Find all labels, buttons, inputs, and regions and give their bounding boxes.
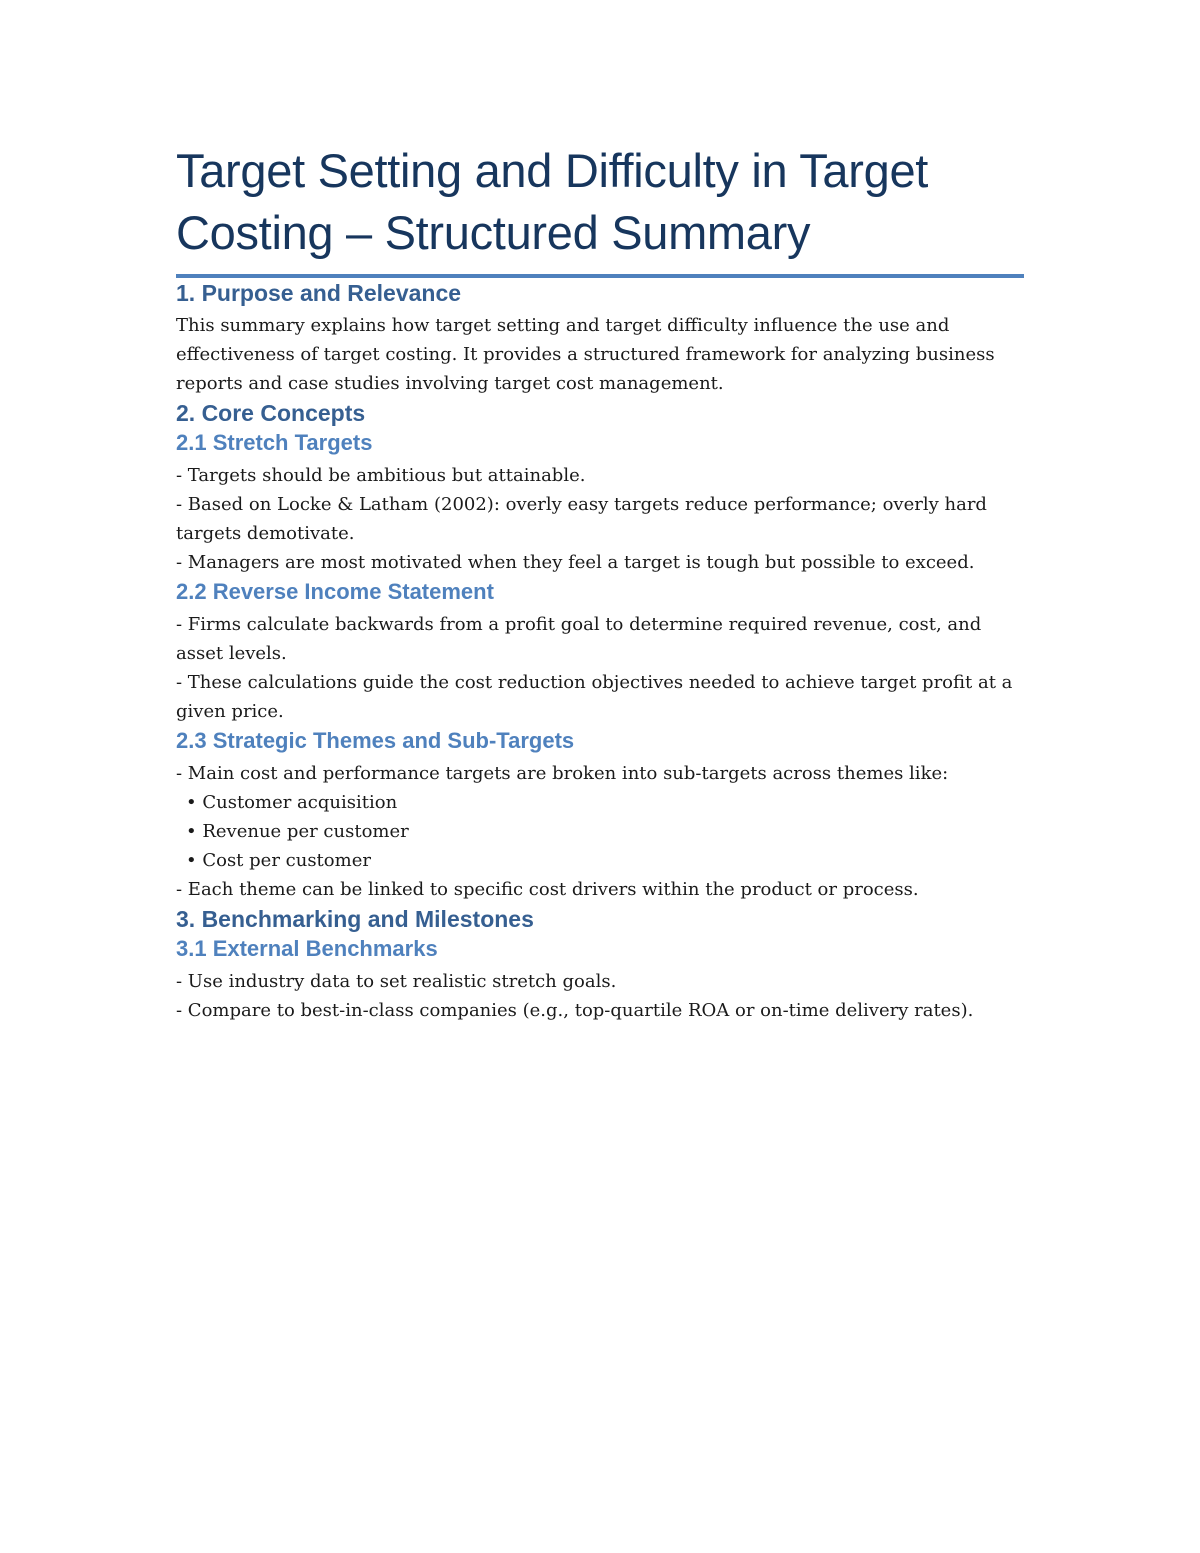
subsection-2-3-heading: 2.3 Strategic Themes and Sub-Targets [176,728,575,753]
subsection-2-2-heading: 2.2 Reverse Income Statement [176,579,494,604]
document-page [176,140,1026,1025]
subsection-2-3-body [176,759,1026,904]
section-3-heading: 3. Benchmarking and Milestones [176,906,534,932]
document-title-line-1: Target Setting and Difficulty in Target [176,144,929,197]
subsection-2-1-line-1: - Targets should be ambitious but attainable. [176,465,586,486]
subsection-2-1-body [176,461,1026,577]
subsection-2-2-line-2: asset levels. [176,643,287,664]
subsection-3-1-line-2: - Compare to best-in-class companies (e.g., top-quartile ROA or on-time delivery rates). [176,1000,974,1021]
subsection-2-2-body [176,610,1026,726]
section-1-line-2: effectiveness of target costing. It provides a structured framework for analyzing business [176,344,995,365]
subsection-2-3-closing: - Each theme can be linked to specific cost drivers within the product or process. [176,879,919,900]
subsection-3-1-heading: 3.1 External Benchmarks [176,936,438,961]
section-1-line-3: reports and case studies involving target cost management. [176,373,724,394]
section-1-body [176,311,1026,398]
document-title-line-2: Costing – Structured Summary [176,206,811,259]
subsection-2-2-line-3: - These calculations guide the cost reduction objectives needed to achieve target profit at a [176,672,1013,693]
subsection-2-3-intro: - Main cost and performance targets are broken into sub-targets across themes like: [176,763,949,784]
subsection-3-1-body [176,967,1026,1025]
bullet-item: • Revenue per customer [186,821,409,842]
section-2-heading: 2. Core Concepts [176,400,366,426]
subsection-2-2-line-1: - Firms calculate backwards from a profit goal to determine required revenue, cost, and [176,614,982,635]
subsection-2-1-line-3: targets demotivate. [176,523,355,544]
subsection-2-2-line-4: given price. [176,701,284,722]
section-1-heading: 1. Purpose and Relevance [176,280,462,306]
subsection-3-1-line-1: - Use industry data to set realistic stretch goals. [176,971,617,992]
bullet-item: • Cost per customer [186,850,371,871]
document-title [176,140,1026,264]
section-1-line-1: This summary explains how target setting and target difficulty influence the use and [176,315,950,336]
subsection-2-1-heading: 2.1 Stretch Targets [176,430,373,455]
subsection-2-1-line-4: - Managers are most motivated when they feel a target is tough but possible to exceed. [176,552,975,573]
subsection-2-1-line-2: - Based on Locke & Latham (2002): overly easy targets reduce performance; overly hard [176,494,987,515]
bullet-item: • Customer acquisition [186,792,398,813]
